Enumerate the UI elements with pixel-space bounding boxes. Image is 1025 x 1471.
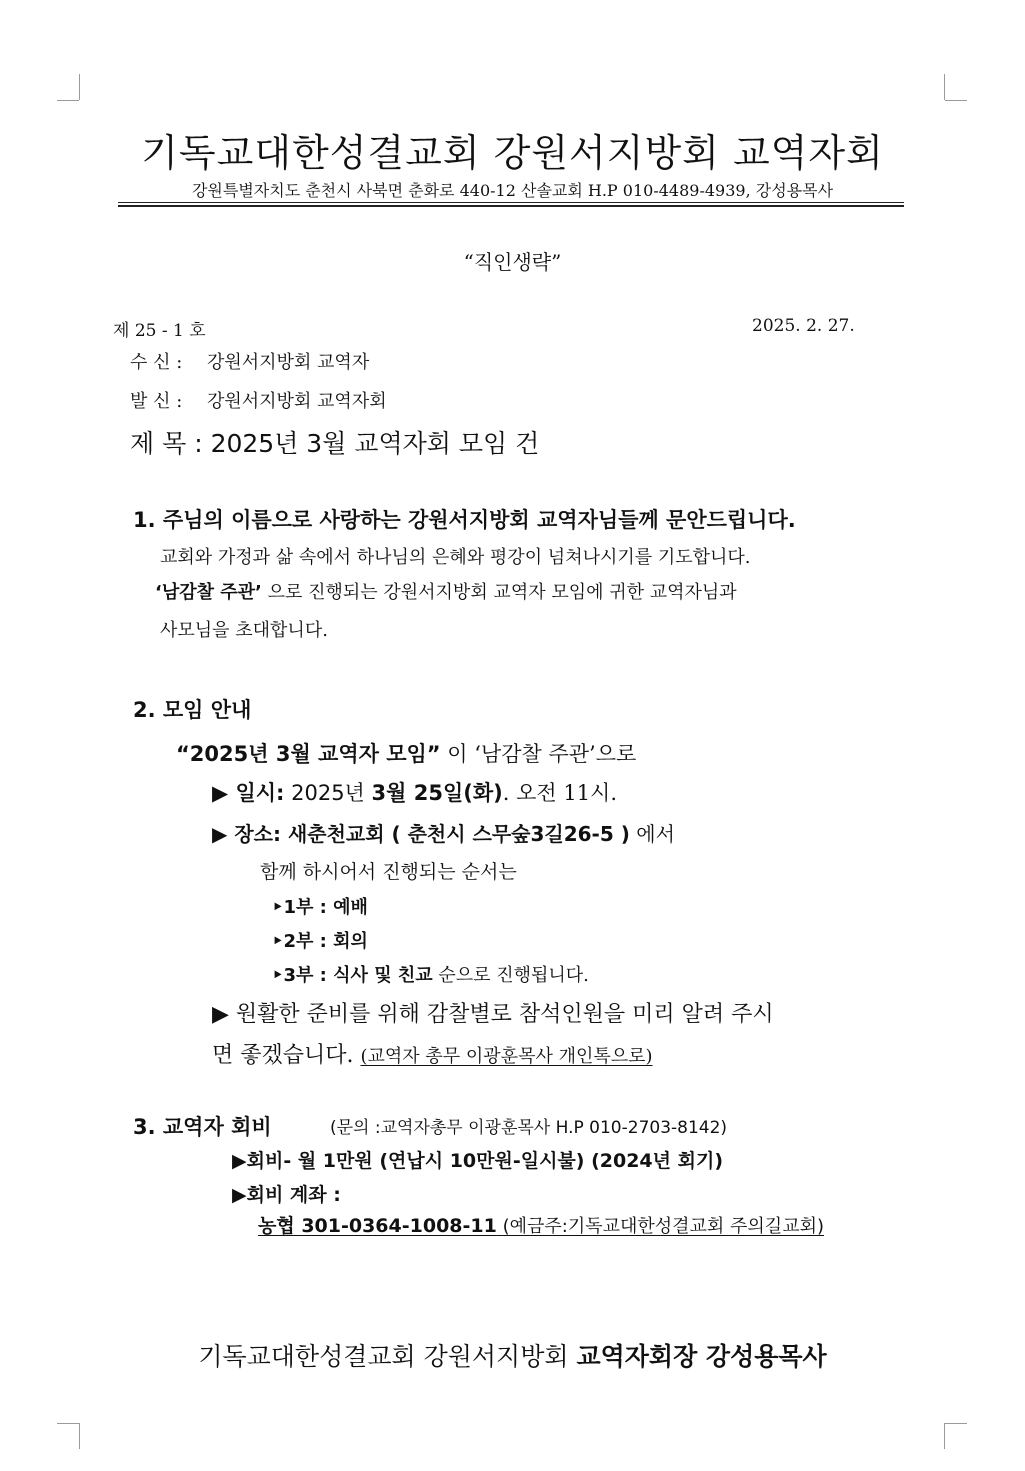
part-rest: 순으로 진행됩니다. — [432, 965, 589, 986]
part-item — [272, 893, 368, 919]
crop-mark — [944, 1423, 945, 1449]
part-label: ‣3부 : 식사 및 친교 — [272, 965, 433, 986]
part-label: ‣2부 : 회의 — [272, 931, 368, 952]
crop-mark — [944, 74, 945, 100]
notice-line2 — [212, 1038, 653, 1069]
notice-line1: ▶ 원활한 준비를 위해 감찰별로 참석인원을 미리 알려 주시 — [212, 1002, 774, 1027]
notice-contact: (교역자 총무 이광훈목사 개인톡으로) — [360, 1046, 653, 1067]
letterhead-title: 기독교대한성결교회 강원서지방회 교역자회 — [141, 131, 884, 175]
document-date: 2025. 2. 27. — [752, 316, 855, 336]
signature-signer: 교역자회장 강성용목사 — [576, 1342, 827, 1371]
date-year: 2025년 — [284, 781, 372, 805]
crop-mark — [57, 1423, 79, 1424]
part-item — [272, 927, 368, 953]
part-item — [272, 961, 589, 987]
meeting-name: “2025년 3월 교역자 모임” — [176, 742, 441, 766]
recipient: 강원서지방회 교역자 — [207, 352, 370, 373]
meeting-intro-rest: 이 ‘남감찰 주관’으로 — [440, 742, 637, 766]
signature-org: 기독교대한성결교회 강원서지방회 — [198, 1342, 577, 1371]
meeting-intro — [176, 738, 636, 768]
date-time: . 오전 11시. — [502, 781, 618, 805]
subject-line — [130, 424, 539, 460]
order-intro: 함께 하시어서 진행되는 순서는 — [260, 861, 517, 883]
crop-mark — [79, 1423, 80, 1449]
sender-label: 발 신 : — [130, 391, 183, 412]
subject-label: 제 목 : — [130, 429, 203, 458]
host-district: ‘남감찰 주관’ — [155, 582, 262, 603]
place-label: ▶ 장소: 새춘천교회 ( 춘천시 스무숲3길26-5 ) — [212, 822, 630, 846]
fee-inquiry: (문의 :교역자총무 이광훈목사 H.P 010-2703-8142) — [330, 1118, 728, 1138]
section1-line1: 교회와 가정과 삶 속에서 하나님의 은혜와 평강이 넘쳐나시기를 기도합니다. — [160, 547, 751, 568]
date-day: 3월 25일(화) — [371, 781, 503, 805]
place-rest: 에서 — [629, 822, 675, 846]
crop-mark — [79, 74, 80, 100]
account-number: 농협 301-0364-1008-11 — [258, 1215, 497, 1237]
letterhead-address: 강원특별자치도 춘천시 사북면 춘화로 440-12 산솔교회 H.P 010-4489-4939, 강성용목사 — [191, 181, 834, 200]
subject-text: 2025년 3월 교역자회 모임 건 — [210, 429, 540, 458]
seal-omitted-note: “직인생략” — [463, 250, 562, 274]
fee-amount: ▶회비- 월 1만원 (연납시 10만원-일시불) (2024년 회기) — [232, 1150, 724, 1172]
date-label: ▶ 일시: — [212, 781, 285, 805]
meeting-date — [212, 777, 617, 807]
crop-mark — [57, 100, 79, 101]
account-line — [258, 1211, 824, 1238]
recipient-label: 수 신 : — [130, 352, 183, 373]
signature-line — [0, 1337, 1025, 1373]
account-label: ▶회비 계좌 : — [232, 1184, 341, 1206]
section1-line2 — [155, 578, 737, 604]
meeting-place — [212, 818, 675, 847]
document-number: 제 25 - 1 호 — [113, 321, 206, 341]
crop-mark — [945, 1423, 967, 1424]
section1-line3: 사모님을 초대합니다. — [160, 620, 328, 641]
header-rule-thin — [118, 202, 904, 203]
crop-mark — [945, 100, 967, 101]
section1-line2-rest: 으로 진행되는 강원서지방회 교역자 모임에 귀한 교역자님과 — [261, 582, 737, 603]
section1-heading: 1. 주님의 이름으로 사랑하는 강원서지방회 교역자님들께 문안드립니다. — [133, 508, 796, 532]
section2-heading: 2. 모임 안내 — [133, 698, 252, 722]
section3-heading: 3. 교역자 회비 — [133, 1115, 272, 1139]
notice-text: 면 좋겠습니다. — [212, 1043, 361, 1068]
part-label: ‣1부 : 예배 — [272, 897, 368, 918]
account-holder: (예금주:기독교대한성결교회 주의길교회) — [496, 1216, 824, 1237]
sender: 강원서지방회 교역자회 — [207, 391, 387, 412]
header-rule-thick — [118, 205, 904, 207]
